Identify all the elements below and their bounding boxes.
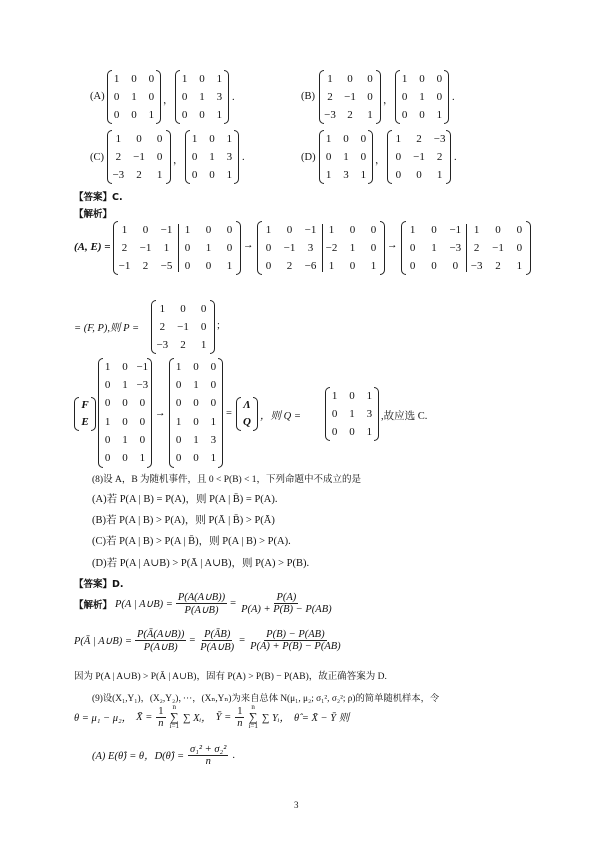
matrix-cell: −1 [136,360,149,373]
an8-l2-frac3 [248,629,343,652]
matrix-cell: 0 [495,223,501,236]
matrix-cell: 0 [175,433,182,446]
period: . [242,152,245,163]
matrix-cell: 1 [104,360,111,373]
matrix-cell: 2 [180,338,186,351]
q9-line2 [74,704,349,730]
q-symbol: Q [243,416,251,428]
aug-lhs: (A, E) = [74,241,111,253]
denominator: P(A) + P(B) − P(AB) [241,604,332,615]
matrix-cell: 1 [409,223,416,236]
matrix-cell: 0 [265,259,272,272]
matrix-cell: 0 [409,241,416,254]
matrix-cell: 0 [409,259,416,272]
matrix-cell: 1 [343,150,349,163]
matrix-cell: 1 [113,72,120,85]
matrix-cell: 0 [122,452,128,465]
comma: ， [375,155,386,166]
fe-matrix-1 [99,358,151,468]
comma: ， [173,155,184,166]
matrix-cell: 0 [131,108,137,121]
matrix-cell: 0 [436,72,443,85]
an8-l1-frac1 [176,591,227,616]
matrix-cell: 0 [113,108,120,121]
sum-bot: i=1 [169,722,179,730]
q9-option-a-frac [188,744,228,767]
matrix-cell: 0 [360,150,367,163]
matrix-cell: 1 [265,223,272,236]
matrix-cell: 2 [136,168,142,181]
theta-hat-def: θ̂ = X̄ − Ȳ 则 [293,712,350,724]
matrix-cell: −6 [304,259,317,272]
an8-conclusion: 因为 P(A | A∪B) > P(Ā | A∪B)，固有 P(A) > P(B) − P(AB)，故正确答案为 D. [74,672,387,682]
arrow: → [387,240,398,251]
matrix-cell: 0 [181,90,188,103]
matrix-cell: 0 [131,72,137,85]
option-d-matrix-2 [388,130,450,184]
matrix-cell: 1 [200,338,207,351]
matrix-cell: 2 [286,259,293,272]
matrix-cell: −3 [324,108,336,121]
matrix-cell: 0 [199,72,205,85]
numerator: P(B) − P(AB) [266,629,325,640]
q8-option-a: (A)若 P(A | B) = P(A)，则 P(A | B̄) = P(A). [92,494,278,505]
denominator: n [158,717,164,729]
matrix-cell: 0 [210,397,217,410]
matrix-cell: 0 [516,223,523,236]
matrix-cell: 0 [210,378,217,391]
matrix-cell: −3 [156,338,169,351]
sum-limits [248,704,257,730]
matrix-cell: 3 [210,433,217,446]
matrix-cell: −1 [413,150,425,163]
aug-matrix-1 [114,221,240,275]
fe-vector [75,397,95,431]
matrix-cell: 1 [216,108,223,121]
an8-l2-frac2 [198,629,236,653]
matrix-cell: 0 [205,223,212,236]
an8-line1: 【解析】 P(A | A∪B) = $\frac{P(A(A\cup B))}{P(A\cup B)}$ = $\frac{P(A)}{P(A) + P(B) - P(AB)}$ [74,592,332,616]
matrix-cell: 1 [122,433,128,446]
matrix-cell: 2 [115,150,122,163]
matrix-cell: 1 [401,72,408,85]
matrix-cell: 1 [115,132,122,145]
matrix-cell: 0 [175,397,182,410]
matrix-cell: 0 [191,150,198,163]
one-over-n [156,706,165,729]
matrix-cell: 0 [113,90,120,103]
lambda: Λ [243,399,251,411]
denominator: P(A) + P(B) − P(AB) [250,641,341,652]
numerator: P(A(A∪B)) [177,592,226,603]
numerator: P(A) [276,592,297,603]
comma: ， [383,95,394,106]
matrix-cell: 1 [349,241,356,254]
matrix-cell: 2 [327,90,333,103]
matrix-cell: 1 [139,452,146,465]
option-a-label: (A) [90,91,105,102]
matrix-cell: 0 [181,108,188,121]
matrix-cell: 1 [159,302,166,315]
matrix-cell: 1 [210,452,217,465]
matrix-cell: 1 [327,72,333,85]
matrix-cell: 1 [184,223,191,236]
sum-y: ∑ Yᵢ， [261,712,290,724]
matrix-cell: 0 [265,241,272,254]
fe-bottom: E [81,416,89,428]
matrix-cell: 0 [199,108,205,121]
an8-l1-frac2 [239,592,334,615]
matrix-cell: 1 [175,415,182,428]
matrix-cell: 0 [349,389,355,402]
matrix-cell: 1 [148,108,155,121]
matrix-cell: 1 [216,72,223,85]
matrix-cell: 0 [367,90,373,103]
matrix-cell: 0 [347,72,353,85]
matrix-cell: 2 [416,132,422,145]
matrix-cell: 1 [131,90,137,103]
q9-option-a-pre: (A) E(θ̂) = θ，D(θ̂) = [92,751,185,762]
option-a-matrix-2 [176,70,228,124]
matrix-cell: 1 [226,132,233,145]
matrix-cell: 0 [325,150,332,163]
matrix-cell: −1 [304,223,317,236]
fp-semicolon: ; [217,320,220,331]
option-b-matrix-2 [396,70,448,124]
matrix-cell: −5 [160,259,173,272]
matrix-cell: −1 [492,241,504,254]
matrix-cell: −1 [133,150,145,163]
period: . [452,92,455,103]
matrix-cell: 0 [226,223,233,236]
matrix-cell: 0 [148,72,155,85]
matrix-cell: 0 [431,223,437,236]
matrix-cell: 1 [325,168,332,181]
fe-matrix-2 [170,358,222,468]
matrix-cell: 3 [366,407,373,420]
denominator: n [205,756,211,767]
matrix-cell: 1 [328,259,335,272]
matrix-cell: 0 [331,407,338,420]
matrix-cell: 1 [121,223,128,236]
matrix-cell: 0 [193,360,199,373]
matrix-cell: 2 [347,108,353,121]
matrix-cell: 0 [370,223,377,236]
sum-bot: i=1 [248,722,258,730]
matrix-cell: 0 [122,415,128,428]
matrix-cell: 0 [136,132,142,145]
matrix-cell: 0 [193,415,199,428]
matrix-cell: 1 [436,108,443,121]
matrix-cell: 1 [370,259,377,272]
aug-divider-1 [178,224,179,272]
matrix-cell: 0 [156,150,163,163]
arrow: → [243,240,254,251]
matrix-cell: 0 [200,320,207,333]
q8-option-c: (C)若 P(A | B) > P(A | B̄)，则 P(A | B) > P(A). [92,536,291,547]
option-c-matrix-1 [108,130,170,184]
matrix-cell: −1 [344,90,356,103]
matrix-cell: 0 [419,108,425,121]
option-c-label: (C) [90,152,104,163]
matrix-cell: 2 [159,320,166,333]
matrix-cell: 1 [209,150,215,163]
matrix-cell: 2 [495,259,501,272]
matrix-cell: −1 [283,241,296,254]
period: . [232,92,235,103]
matrix-cell: 0 [122,360,128,373]
aug-divider-3 [466,224,467,272]
matrix-cell: 0 [452,259,459,272]
matrix-cell: 0 [370,241,377,254]
q-matrix [326,387,378,441]
xbar-lhs: X̄ = [136,711,153,723]
denominator: P(A∪B) [184,605,219,616]
matrix-cell: 0 [416,168,422,181]
denominator: n [237,717,243,729]
matrix-cell: 1 [367,108,373,121]
matrix-cell: 0 [286,223,293,236]
fp-line: = (F, P),则 P = [74,323,140,334]
conclusion-7: ,故应选 C. [381,411,428,422]
sigma-glyph: ∑ [248,710,258,724]
comma: ， [163,95,174,106]
matrix-cell: 0 [343,132,349,145]
matrix-cell: 0 [139,415,146,428]
matrix-cell: 0 [200,302,207,315]
aug-divider-2 [322,224,323,272]
matrix-cell: 0 [401,108,408,121]
matrix-cell: −1 [139,241,152,254]
sum-top: n [251,703,255,711]
an8-l1-lhs: P(A | A∪B) = [115,598,173,610]
matrix-cell: 1 [191,132,198,145]
an8-l2-lhs: P(Ā | A∪B) = [74,635,132,647]
page-number: 3 [294,800,299,810]
matrix-cell: −3 [449,241,462,254]
an8-l2-frac1 [135,628,186,653]
an8-line2: P(Ā | A∪B) = $\frac{P(Ā(A\cup B))}{P(A\cup B)}$ = $\frac{P(ĀB)}{P(A\cup B)}$ = $\frac{P(B) - P(AB)}{P(A) + P(B) - P(AB)}$ [74,628,341,653]
option-a-matrix-1 [108,70,160,124]
matrix-cell: 1 [181,72,188,85]
lambda-q-vector [237,397,257,431]
fe-top: F [81,399,89,411]
matrix-cell: 3 [307,241,314,254]
matrix-cell: 0 [349,223,356,236]
matrix-cell: 0 [401,90,408,103]
matrix-cell: 1 [193,378,199,391]
option-c-matrix-2 [186,130,238,184]
matrix-cell: 1 [205,241,212,254]
matrix-cell: 0 [193,397,199,410]
matrix-cell: 0 [210,360,217,373]
matrix-cell: 1 [473,223,480,236]
numerator: P(Ā(A∪B)) [137,629,185,640]
matrix-cell: 1 [156,168,163,181]
aug-matrix-2 [258,221,384,275]
matrix-cell: 1 [366,389,373,402]
matrix-cell: 1 [331,389,338,402]
answer-7: 【答案】C. [74,192,123,203]
sum-x: ∑ Xᵢ， [182,712,212,724]
numerator: σ₁² + σ₂² [190,744,227,755]
matrix-cell: 1 [328,223,335,236]
matrix-cell: 0 [104,378,111,391]
matrix-cell: 0 [395,150,402,163]
matrix-cell: 0 [142,223,149,236]
matrix-cell: 0 [175,452,182,465]
matrix-cell: 1 [516,259,523,272]
matrix-cell: 0 [349,259,356,272]
sigma-glyph: ∑ [169,710,179,724]
matrix-cell: 2 [121,241,128,254]
option-b-label: (B) [301,91,315,102]
matrix-cell: 1 [349,407,355,420]
then-q: ，则 Q = [260,411,301,422]
matrix-cell: −3 [470,259,483,272]
q9-option-a: (A) E(θ̂) = θ，D(θ̂) = $\frac{\text{σ₁² + σ₂²}}{n}$ . [92,744,235,767]
matrix-cell: 0 [104,433,111,446]
matrix-cell: 0 [180,302,186,315]
matrix-cell: 0 [205,259,212,272]
denominator: P(A∪B) [143,642,178,653]
q9-stem: (9)设(X₁,Y₁)，(X₂,Y₂)，···，(Xₙ,Yₙ)为来自总体 N(μ₁, μ₂; σ₁², σ₂²; ρ)的简单随机样本，令 [92,694,440,704]
matrix-cell: 1 [193,433,199,446]
matrix-cell: 0 [175,378,182,391]
matrix-cell: 0 [184,259,191,272]
matrix-cell: 1 [226,168,233,181]
matrix-cell: 1 [210,415,217,428]
option-d-matrix-1 [320,130,372,184]
matrix-cell: 1 [419,90,425,103]
q8-option-b: (B)若 P(A | B) > P(A)，则 P(Ā | B̄) > P(Ā) [92,515,275,526]
arrow: → [155,408,166,419]
ybar-lhs: Ȳ = [215,711,232,723]
matrix-cell: 0 [331,425,338,438]
matrix-cell: 0 [419,72,425,85]
matrix-cell: 0 [139,433,146,446]
sum-top: n [172,703,176,711]
matrix-cell: 0 [191,168,198,181]
matrix-cell: 0 [360,132,367,145]
matrix-cell: −3 [433,132,446,145]
matrix-cell: 0 [104,452,111,465]
matrix-cell: −1 [160,223,173,236]
matrix-cell: −1 [177,320,189,333]
matrix-cell: 2 [473,241,480,254]
matrix-cell: 0 [139,397,146,410]
matrix-cell: 0 [226,241,233,254]
q8-stem: (8)设 A，B 为随机事件，且 0 < P(B) < 1，下列命题中不成立的是 [92,475,362,485]
matrix-cell: 0 [193,452,199,465]
equals: = [226,408,232,419]
matrix-cell: −1 [118,259,131,272]
matrix-cell: 0 [516,241,523,254]
matrix-cell: 1 [199,90,205,103]
matrix-cell: 0 [349,425,355,438]
numerator: P(ĀB) [204,628,231,640]
matrix-cell: 1 [163,241,170,254]
matrix-cell: 0 [395,168,402,181]
an8-label: 【解析】 [74,599,113,611]
matrix-cell: 0 [209,132,215,145]
matrix-cell: 0 [104,397,111,410]
matrix-cell: 3 [216,90,223,103]
matrix-cell: −3 [112,168,125,181]
matrix-cell: 1 [366,425,373,438]
matrix-cell: 1 [431,241,437,254]
matrix-cell: 1 [226,259,233,272]
matrix-cell: 0 [184,241,191,254]
matrix-cell: 3 [226,150,233,163]
matrix-cell: 1 [395,132,402,145]
matrix-cell: −2 [325,241,338,254]
matrix-cell: 0 [209,168,215,181]
matrix-cell: 0 [156,132,163,145]
matrix-cell: 0 [367,72,373,85]
matrix-cell: 3 [343,168,349,181]
matrix-cell: 0 [122,397,128,410]
matrix-cell: 1 [175,360,182,373]
p-matrix [152,300,214,354]
matrix-cell: 2 [436,150,443,163]
matrix-cell: 0 [431,259,437,272]
theta-def: θ = μ₁ − μ₂， [74,712,133,724]
q8-option-d: (D)若 P(A | A∪B) > P(Ā | A∪B)，则 P(A) > P(B). [92,558,310,569]
option-d-label: (D) [301,152,316,163]
matrix-cell: 0 [436,90,443,103]
matrix-cell: −3 [136,378,149,391]
sum-limits [170,704,179,730]
numerator: 1 [237,705,243,717]
numerator: 1 [158,705,164,717]
denominator: P(A∪B) [200,641,235,653]
one-over-n [235,706,244,729]
period: . [454,152,457,163]
matrix-cell: −1 [449,223,462,236]
matrix-cell: 1 [122,378,128,391]
matrix-cell: 0 [148,90,155,103]
matrix-cell: 1 [360,168,367,181]
matrix-cell: 1 [436,168,443,181]
matrix-cell: 2 [142,259,149,272]
analysis-label-7: 【解析】 [74,209,113,220]
option-b-matrix-1 [320,70,380,124]
answer-8: 【答案】D. [74,579,124,590]
matrix-cell: 1 [325,132,332,145]
matrix-cell: 1 [104,415,111,428]
